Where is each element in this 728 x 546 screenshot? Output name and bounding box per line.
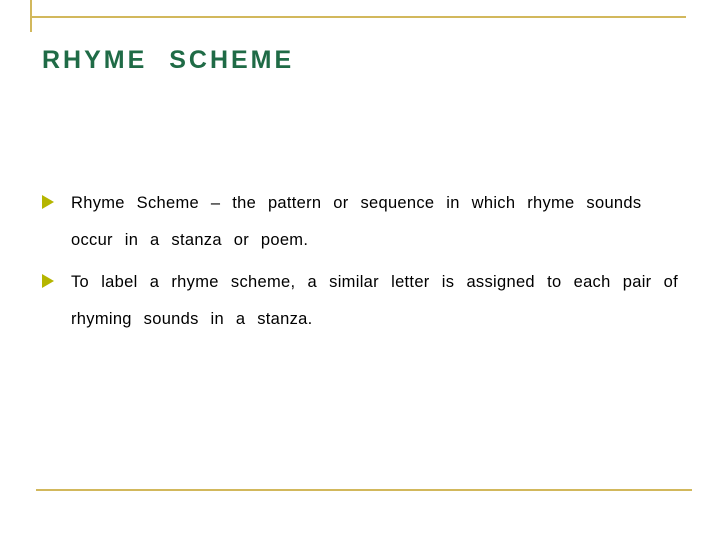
bottom-decorative-rule <box>36 489 692 491</box>
triangle-bullet-icon <box>42 195 54 209</box>
bullet-list <box>42 185 678 343</box>
top-decorative-rule <box>30 16 686 18</box>
triangle-bullet-icon <box>42 274 54 288</box>
bullet-text-labeling: To label a rhyme scheme, a similar letter is assigned to each pair of rhyming sounds in a stanza. <box>71 273 678 328</box>
bullet-item-labeling <box>42 264 678 338</box>
bullet-text-definition: Rhyme Scheme – the pattern or sequence in which rhyme sounds occur in a stanza or poem. <box>71 194 642 249</box>
slide-title: RHYME SCHEME <box>42 46 295 74</box>
bullet-item-definition <box>42 185 678 259</box>
